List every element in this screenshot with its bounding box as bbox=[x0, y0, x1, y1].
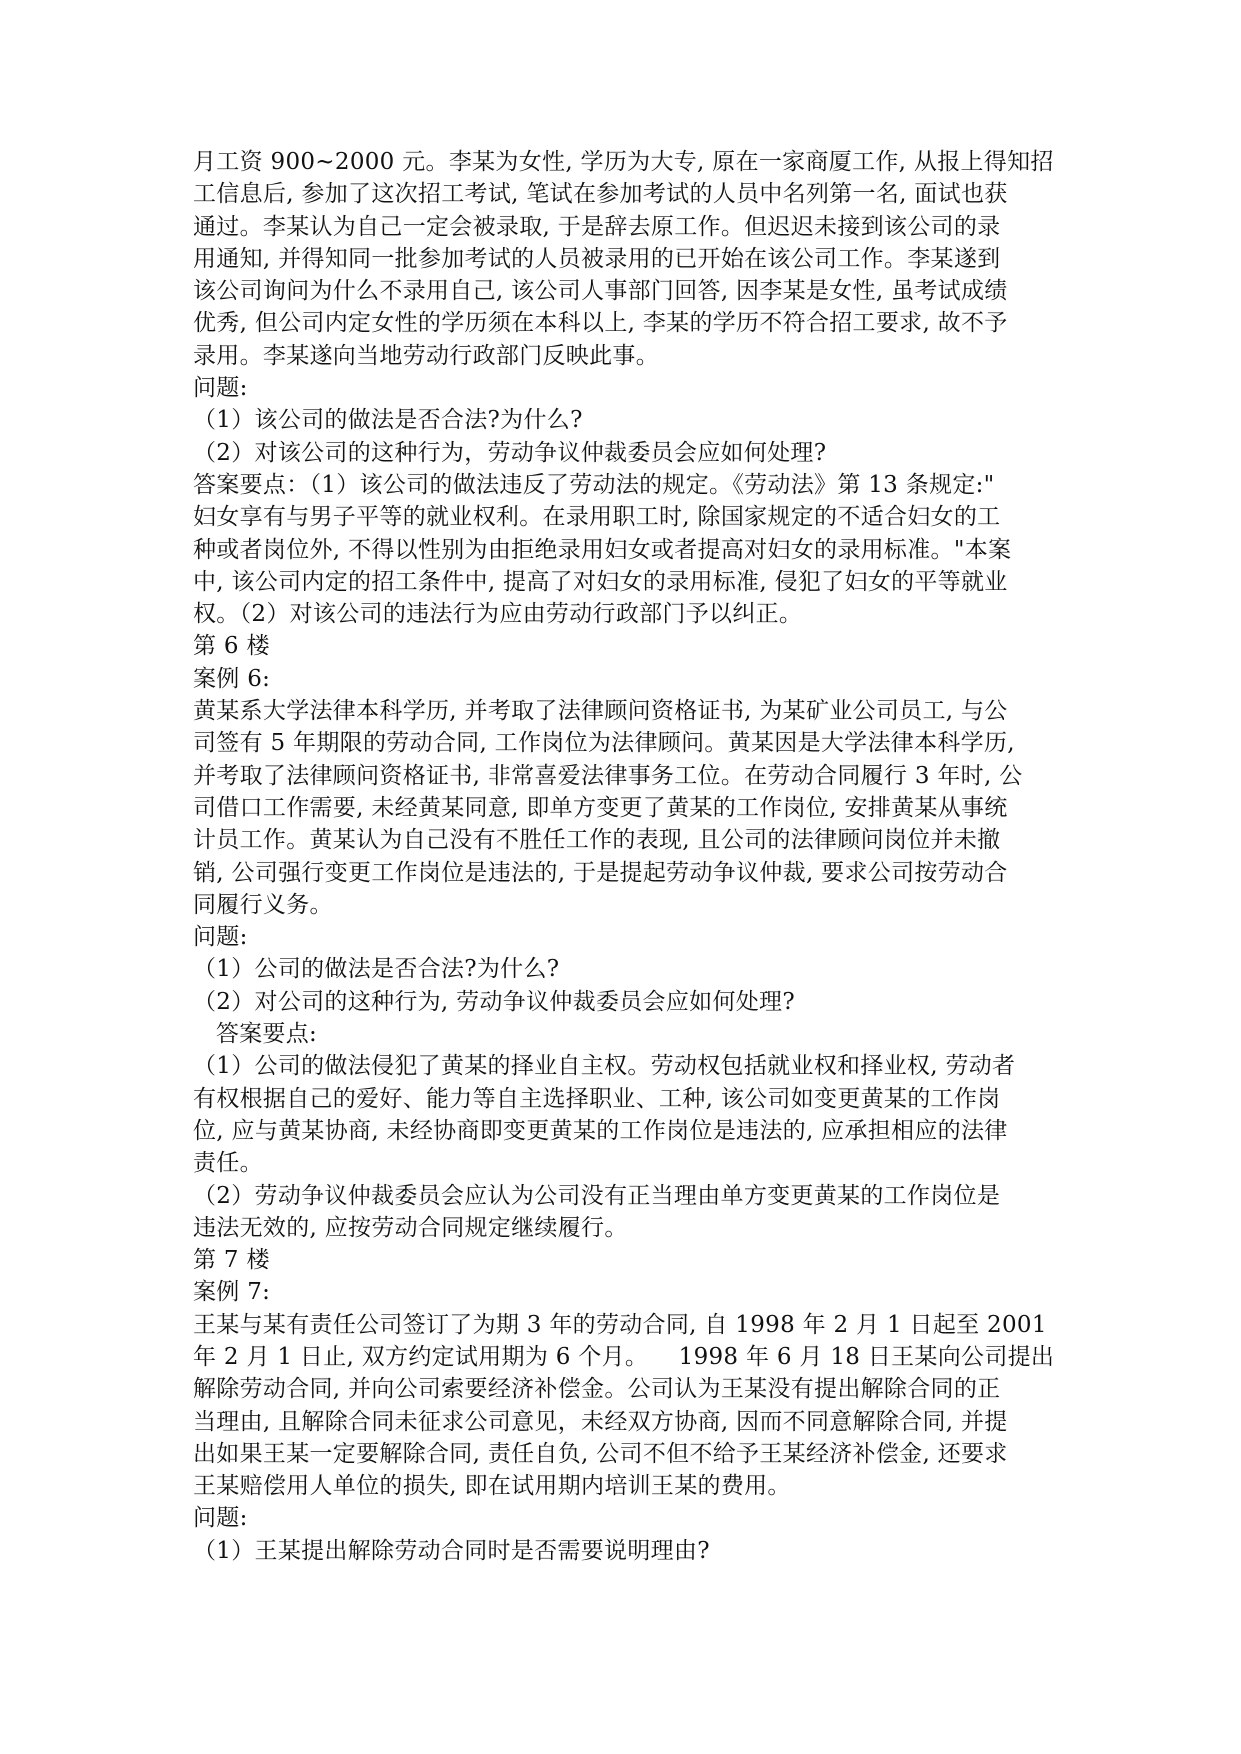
text-line: 王某赔偿用人单位的损失, 即在试用期内培训王某的费用。 bbox=[193, 1473, 791, 1500]
text-line: 同履行义务。 bbox=[193, 891, 333, 918]
text-line: 月工资 900~2000 元。李某为女性, 学历为大专, 原在一家商厦工作, 从报上得知招 bbox=[193, 149, 1054, 175]
question-item: （1）王某提出解除劳动合同时是否需要说明理由? bbox=[193, 1537, 710, 1564]
case-heading: 案例 7: bbox=[193, 1279, 271, 1306]
answer-text-line: 中, 该公司内定的招工条件中, 提高了对妇女的录用标准, 侵犯了妇女的平等就业 bbox=[193, 568, 1008, 595]
text-line: 黄某系大学法律本科学历, 并考取了法律顾问资格证书, 为某矿业公司员工, 与公 bbox=[193, 698, 1008, 725]
text-line: 录用。李某遂向当地劳动行政部门反映此事。 bbox=[193, 342, 659, 369]
answer-text-line: （2）劳动争议仲裁委员会应认为公司没有正当理由单方变更黄某的工作岗位是 bbox=[193, 1182, 1001, 1209]
question-heading: 问题: bbox=[193, 375, 248, 402]
answer-text-line: 位, 应与黄某协商, 未经协商即变更黄某的工作岗位是违法的, 应承担相应的法律 bbox=[193, 1117, 1008, 1144]
document-body bbox=[193, 146, 1063, 1567]
answer-text-line: 有权根据自己的爱好、能力等自主选择职业、工种, 该公司如变更黄某的工作岗 bbox=[193, 1085, 1001, 1112]
question-item: （2）对公司的这种行为, 劳动争议仲裁委员会应如何处理? bbox=[193, 988, 795, 1015]
floor-heading: 第 6 楼 bbox=[193, 633, 270, 660]
question-item: （1）公司的做法是否合法?为什么? bbox=[193, 956, 560, 983]
answer-text-line: 责任。 bbox=[193, 1150, 263, 1177]
answer-text-line: 妇女享有与男子平等的就业权利。在录用职工时, 除国家规定的不适合妇女的工 bbox=[193, 504, 1001, 531]
answer-text-line: （1）公司的做法侵犯了黄某的择业自主权。劳动权包括就业权和择业权, 劳动者 bbox=[193, 1053, 1016, 1080]
text-line: 工信息后, 参加了这次招工考试, 笔试在参加考试的人员中名列第一名, 面试也获 bbox=[193, 181, 1008, 208]
text-line: 用通知, 并得知同一批参加考试的人员被录用的已开始在该公司工作。李某遂到 bbox=[193, 245, 1001, 272]
text-line: 司签有 5 年期限的劳动合同, 工作岗位为法律顾问。黄某因是大学法律本科学历, bbox=[193, 730, 1015, 757]
text-line: 出如果王某一定要解除合同, 责任自负, 公司不但不给予王某经济补偿金, 还要求 bbox=[193, 1440, 1008, 1467]
text-line: 销, 公司强行变更工作岗位是违法的, 于是提起劳动争议仲裁, 要求公司按劳动合 bbox=[193, 859, 1008, 886]
text-line: 司借口工作需要, 未经黄某同意, 即单方变更了黄某的工作岗位, 安排黄某从事统 bbox=[193, 794, 1008, 821]
text-line: 优秀, 但公司内定女性的学历须在本科以上, 李某的学历不符合招工要求, 故不予 bbox=[193, 310, 1008, 337]
answer-heading: 答案要点: bbox=[193, 1021, 318, 1048]
question-heading: 问题: bbox=[193, 924, 248, 951]
floor-heading: 第 7 楼 bbox=[193, 1247, 270, 1274]
case-heading: 案例 6: bbox=[193, 665, 271, 692]
text-line: 王某与某有责任公司签订了为期 3 年的劳动合同, 自 1998 年 2 月 1 日起至 2001 bbox=[193, 1311, 1047, 1338]
text-line: 当理由, 且解除合同未征求公司意见，未经双方协商, 因而不同意解除合同, 并提 bbox=[193, 1408, 1008, 1435]
question-item: （1）该公司的做法是否合法?为什么? bbox=[193, 407, 583, 434]
text-line: 年 2 月 1 日止, 双方约定试用期为 6 个月。 1998 年 6 月 18 日王某向公司提出 bbox=[193, 1343, 1055, 1370]
text-line: 计员工作。黄某认为自己没有不胜任工作的表现, 且公司的法律顾问岗位并未撤 bbox=[193, 827, 1001, 854]
answer-text-line: 违法无效的, 应按劳动合同规定继续履行。 bbox=[193, 1214, 628, 1241]
text-line: 并考取了法律顾问资格证书, 非常喜爱法律事务工位。在劳动合同履行 3 年时, 公 bbox=[193, 762, 1023, 789]
text-line: 该公司询问为什么不录用自己, 该公司人事部门回答, 因李某是女性, 虽考试成绩 bbox=[193, 278, 1008, 305]
question-heading: 问题: bbox=[193, 1505, 248, 1532]
text-line: 解除劳动合同, 并向公司索要经济补偿金。公司认为王某没有提出解除合同的正 bbox=[193, 1376, 1001, 1403]
answer-text-line: 权。（2）对该公司的违法行为应由劳动行政部门予以纠正。 bbox=[193, 601, 803, 628]
text-line: 通过。李某认为自己一定会被录取, 于是辞去原工作。但迟迟未接到该公司的录 bbox=[193, 213, 1001, 240]
question-item: （2）对该公司的这种行为，劳动争议仲裁委员会应如何处理? bbox=[193, 439, 827, 466]
answer-text-line: 种或者岗位外, 不得以性别为由拒绝录用妇女或者提高对妇女的录用标准。"本案 bbox=[193, 536, 1012, 563]
answer-text-line: 答案要点：（1）该公司的做法违反了劳动法的规定。《劳动法》第 13 条规定:" bbox=[193, 471, 995, 498]
